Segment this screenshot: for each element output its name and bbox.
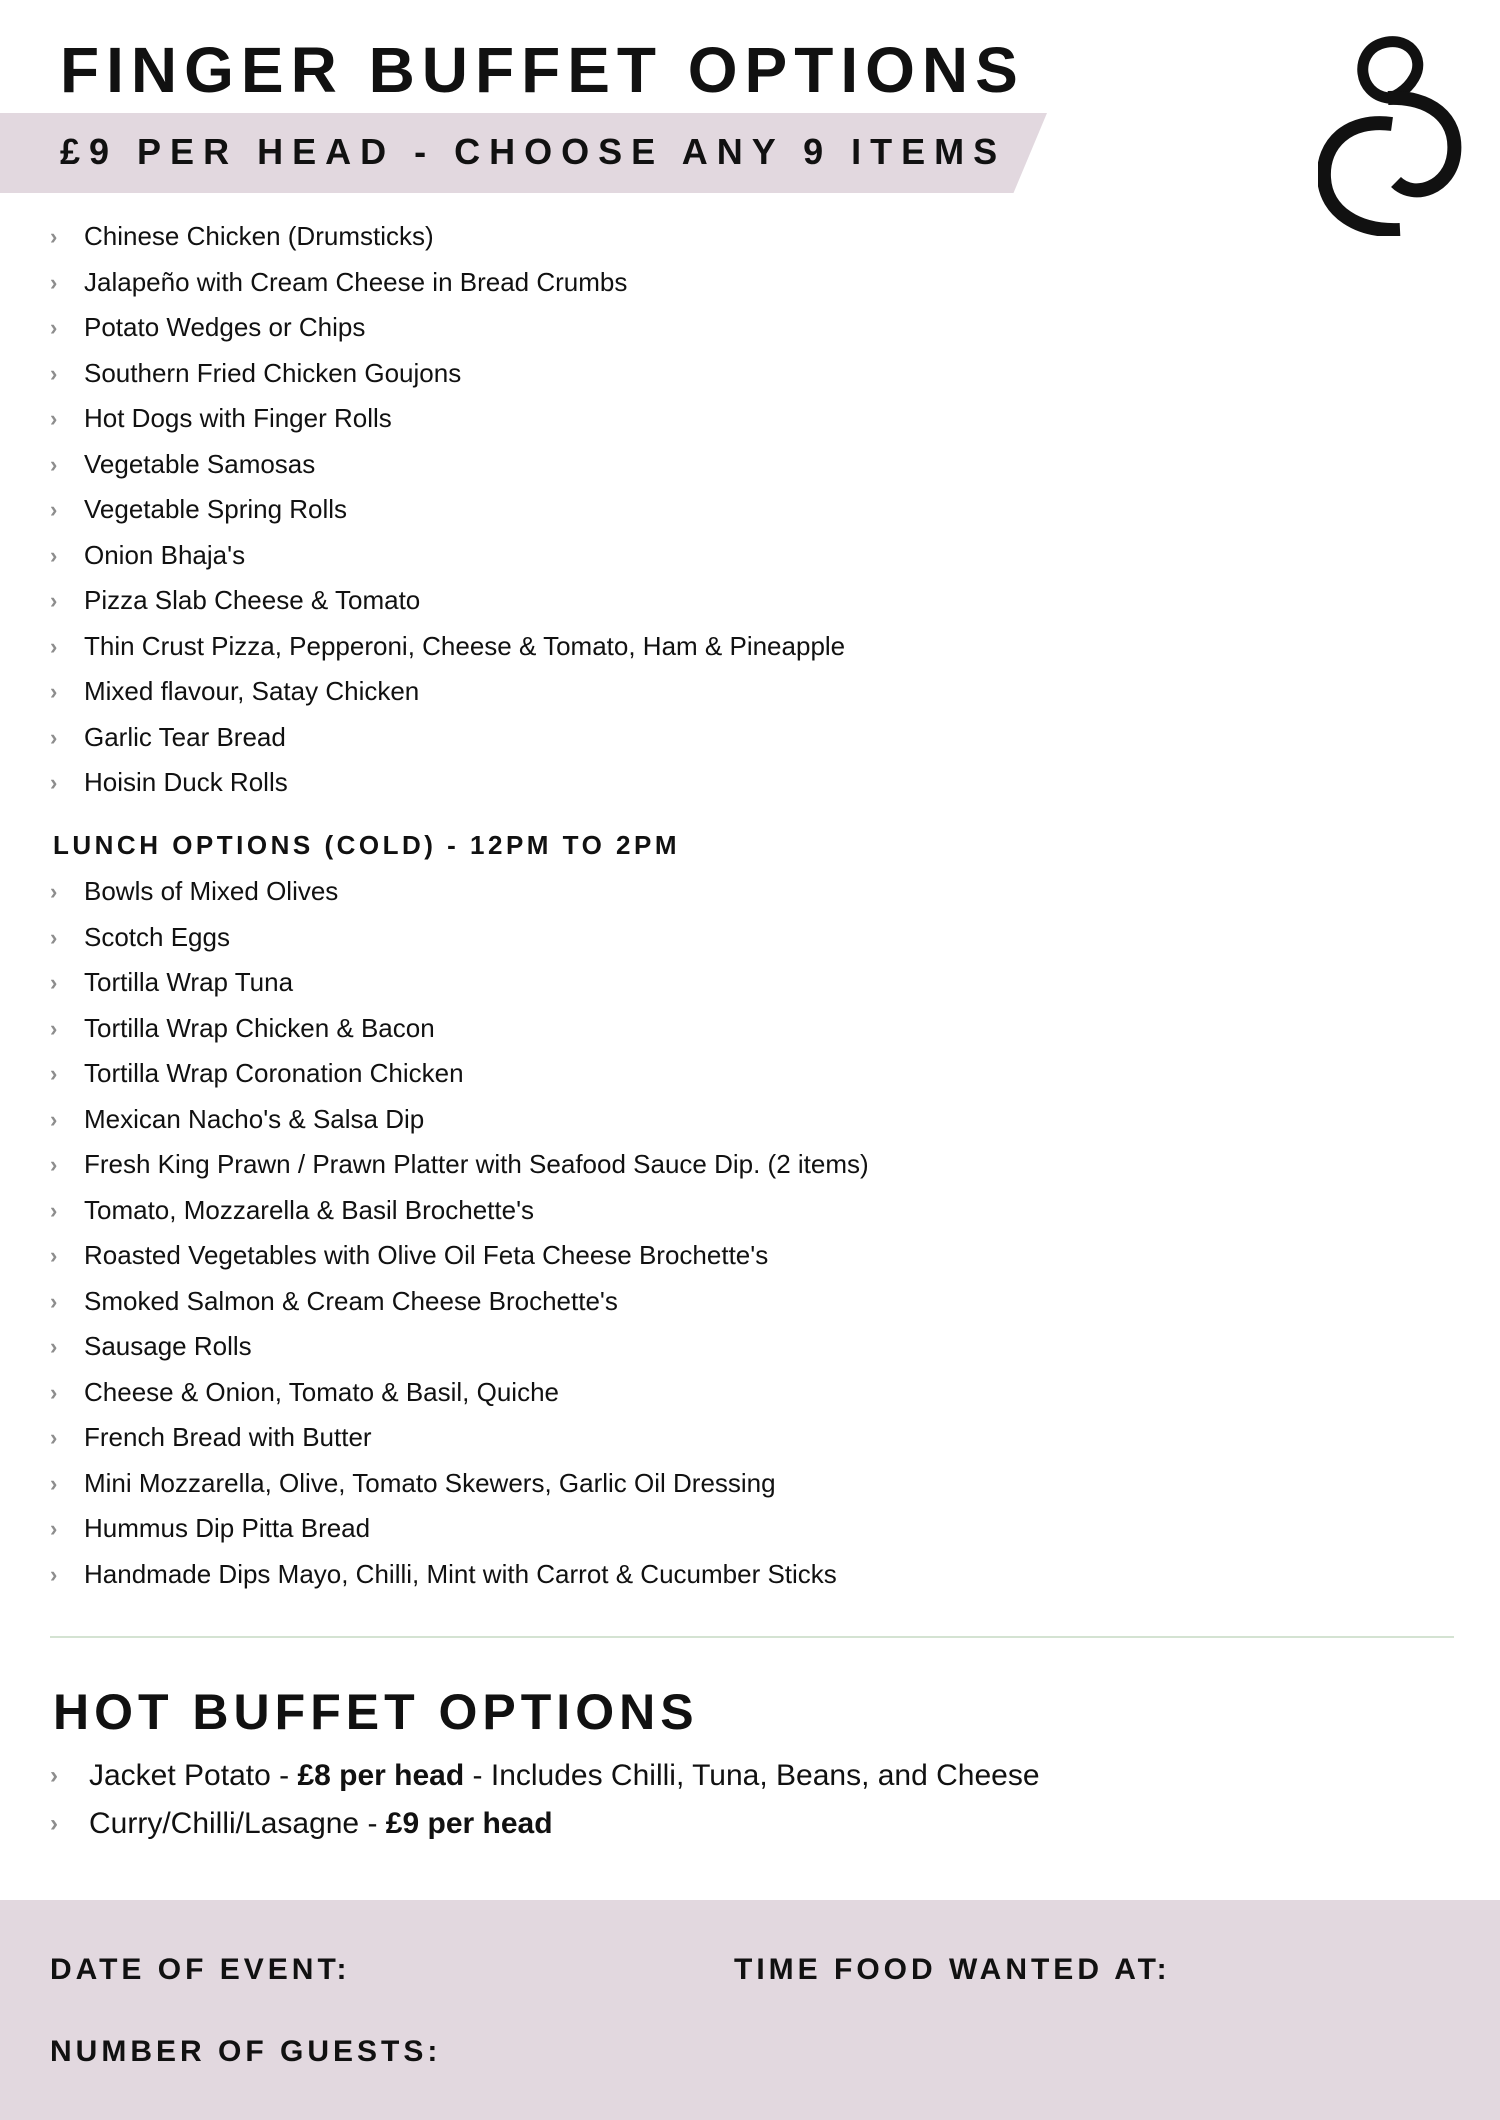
list-item: [50, 533, 845, 579]
chevron-right-icon: ›: [50, 970, 58, 995]
list-item-label: Cheese & Onion, Tomato & Basil, Quiche: [84, 1376, 559, 1407]
list-item: [50, 1370, 869, 1416]
list-item-label: French Bread with Butter: [84, 1422, 372, 1452]
chevron-right-icon: ›: [50, 588, 58, 613]
list-item: [50, 1800, 1040, 1848]
section-divider: [50, 1636, 1454, 1638]
list-item: [50, 669, 845, 715]
list-item-label: Potato Wedges or Chips: [84, 312, 366, 342]
chevron-right-icon: ›: [50, 1379, 58, 1405]
list-item-label: Sausage Rolls: [84, 1331, 252, 1361]
list-item: [50, 396, 845, 442]
list-item: [50, 1461, 869, 1507]
finger-buffet-list: [50, 214, 845, 806]
event-details-form: [0, 1900, 1500, 2120]
list-item: [50, 214, 845, 260]
chevron-right-icon: ›: [50, 633, 58, 659]
list-item: [50, 260, 845, 306]
chevron-right-icon: ›: [50, 360, 58, 386]
list-item-label: Chinese Chicken (Drumsticks): [84, 221, 434, 251]
list-item: [50, 1506, 869, 1552]
hot-item-separator: -: [359, 1807, 386, 1840]
list-item-label: Hot Dogs with Finger Rolls: [84, 403, 392, 433]
chevron-right-icon: ›: [50, 1762, 58, 1789]
page-title: FINGER BUFFET OPTIONS: [60, 34, 1025, 106]
chevron-right-icon: ›: [50, 1516, 58, 1541]
list-item-label: Tortilla Wrap Coronation Chicken: [84, 1058, 464, 1088]
chevron-right-icon: ›: [50, 315, 58, 340]
hot-item-price: £8 per head: [297, 1759, 465, 1792]
chevron-right-icon: ›: [50, 724, 58, 750]
price-banner-text: £9 PER HEAD - CHOOSE ANY 9 ITEMS: [60, 131, 1007, 172]
chevron-right-icon: ›: [50, 224, 58, 249]
list-item-label: Handmade Dips Mayo, Chilli, Mint with Carrot & Cucumber Sticks: [84, 1558, 837, 1589]
list-item-label: Scotch Eggs: [84, 921, 230, 952]
chevron-right-icon: ›: [50, 1470, 58, 1496]
list-item: [50, 869, 869, 915]
chevron-right-icon: ›: [50, 451, 58, 477]
chevron-right-icon: ›: [50, 542, 58, 568]
list-item-label: Garlic Tear Bread: [84, 721, 286, 752]
chevron-right-icon: ›: [50, 1197, 58, 1223]
list-item: [50, 1142, 869, 1188]
list-item-label: Mixed flavour, Satay Chicken: [84, 676, 420, 706]
list-item-label: Tomato, Mozzarella & Basil Brochette's: [84, 1194, 535, 1225]
chevron-right-icon: ›: [50, 1288, 58, 1314]
list-item: [50, 915, 869, 961]
list-item-label: Roasted Vegetables with Olive Oil Feta Cheese Brochette's: [84, 1240, 769, 1270]
chevron-right-icon: ›: [50, 1561, 58, 1587]
chevron-right-icon: ›: [50, 1243, 58, 1268]
hot-item-extra: - Includes Chilli, Tuna, Beans, and Cheese: [464, 1759, 1040, 1792]
lunch-heading: LUNCH OPTIONS (COLD) - 12PM TO 2PM: [53, 830, 680, 860]
list-item-label: Bowls of Mixed Olives: [84, 876, 339, 906]
list-item: [50, 1006, 869, 1052]
list-item: [50, 487, 845, 533]
list-item-label: Mini Mozzarella, Olive, Tomato Skewers, Garlic Oil Dressing: [84, 1467, 776, 1498]
number-of-guests-label: NUMBER OF GUESTS:: [50, 2035, 442, 2068]
hot-item-price: £9 per head: [385, 1807, 553, 1840]
list-item: [50, 351, 845, 397]
hot-buffet-list: [50, 1752, 1040, 1848]
list-item: [50, 960, 869, 1006]
chevron-right-icon: ›: [50, 1152, 58, 1177]
chevron-right-icon: ›: [50, 1015, 58, 1041]
chevron-right-icon: ›: [50, 1425, 58, 1450]
chevron-right-icon: ›: [50, 679, 58, 704]
list-item-label: Vegetable Samosas: [84, 448, 316, 479]
chevron-right-icon: ›: [50, 269, 58, 295]
hot-item-name: Curry/Chilli/Lasagne: [89, 1807, 360, 1840]
chevron-right-icon: ›: [50, 1810, 58, 1837]
list-item-label: Pizza Slab Cheese & Tomato: [84, 585, 421, 615]
list-item: [50, 1415, 869, 1461]
monogram-logo-icon: [1318, 36, 1462, 236]
list-item: [50, 760, 845, 806]
list-item: [50, 1051, 869, 1097]
chevron-right-icon: ›: [50, 770, 58, 795]
hot-item-separator: -: [270, 1759, 298, 1792]
list-item: [50, 1752, 1040, 1800]
list-item-label: Vegetable Spring Rolls: [84, 494, 348, 524]
list-item-label: Tortilla Wrap Tuna: [84, 967, 294, 997]
list-item: [50, 715, 845, 761]
list-item-label: Onion Bhaja's: [84, 539, 246, 570]
lunch-options-list: [50, 869, 869, 1597]
list-item: [50, 1097, 869, 1143]
date-of-event-label: DATE OF EVENT:: [50, 1953, 351, 1986]
hot-item-name: Jacket Potato: [89, 1759, 271, 1792]
list-item: [50, 624, 845, 670]
list-item-label: Fresh King Prawn / Prawn Platter with Seafood Sauce Dip. (2 items): [84, 1149, 869, 1179]
list-item-label: Hummus Dip Pitta Bread: [84, 1513, 371, 1543]
list-item: [50, 1324, 869, 1370]
hot-buffet-title: HOT BUFFET OPTIONS: [53, 1684, 699, 1740]
chevron-right-icon: ›: [50, 497, 58, 522]
list-item: [50, 1233, 869, 1279]
list-item-label: Jalapeño with Cream Cheese in Bread Crumbs: [84, 266, 628, 297]
list-item-label: Southern Fried Chicken Goujons: [84, 357, 462, 388]
list-item-label: Smoked Salmon & Cream Cheese Brochette's: [84, 1285, 618, 1316]
list-item-label: Thin Crust Pizza, Pepperoni, Cheese & Tomato, Ham & Pineapple: [84, 630, 846, 661]
chevron-right-icon: ›: [50, 1061, 58, 1086]
list-item-label: Mexican Nacho's & Salsa Dip: [84, 1103, 425, 1134]
chevron-right-icon: ›: [50, 1106, 58, 1132]
list-item: [50, 1279, 869, 1325]
chevron-right-icon: ›: [50, 1334, 58, 1359]
chevron-right-icon: ›: [50, 406, 58, 431]
list-item-label: Hoisin Duck Rolls: [84, 767, 288, 797]
list-item-label: Tortilla Wrap Chicken & Bacon: [84, 1012, 435, 1043]
list-item: [50, 1188, 869, 1234]
list-item: [50, 305, 845, 351]
list-item: [50, 442, 845, 488]
list-item: [50, 578, 845, 624]
chevron-right-icon: ›: [50, 879, 58, 904]
time-food-wanted-label: TIME FOOD WANTED AT:: [734, 1953, 1171, 1986]
chevron-right-icon: ›: [50, 924, 58, 950]
list-item: [50, 1552, 869, 1598]
